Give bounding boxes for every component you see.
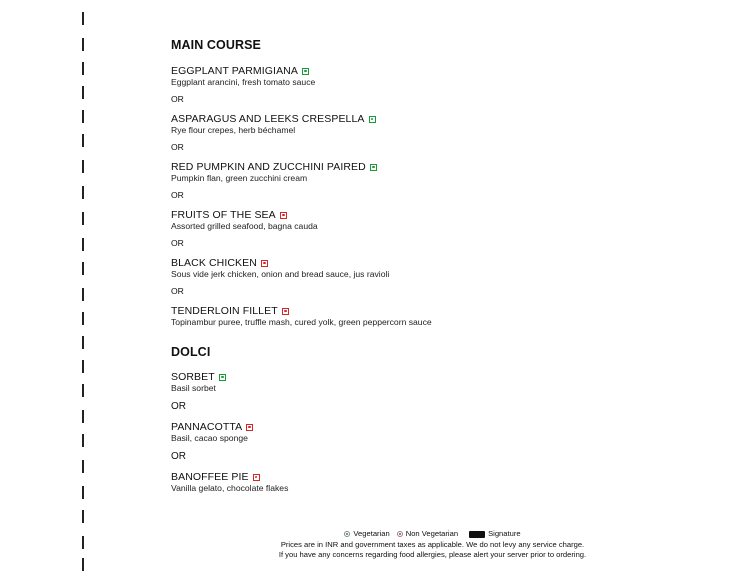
edge-mark	[82, 12, 84, 25]
or-separator: OR	[171, 401, 186, 412]
menu-footer	[230, 529, 635, 561]
item-name: RED PUMPKIN AND ZUCCHINI PAIRED	[171, 161, 366, 173]
page-edge-marks	[82, 0, 85, 582]
item-description: Basil, cacao sponge	[171, 433, 248, 443]
item-description: Assorted grilled seafood, bagna cauda	[171, 221, 318, 231]
non-vegetarian-icon	[397, 531, 403, 537]
item-description: Pumpkin flan, green zucchini cream	[171, 173, 308, 183]
legend-non-vegetarian: Non Vegetarian	[405, 529, 459, 538]
vegetarian-icon	[219, 374, 226, 381]
vegetarian-icon	[369, 116, 376, 123]
item-name: EGGPLANT PARMIGIANA	[171, 65, 298, 77]
edge-mark	[82, 510, 84, 523]
edge-mark	[82, 434, 84, 447]
or-separator: OR	[171, 142, 184, 152]
item-name: BANOFFEE PIE	[171, 471, 249, 483]
menu-item	[171, 471, 691, 494]
item-name: BLACK CHICKEN	[171, 257, 257, 269]
item-description: Vanilla gelato, chocolate flakes	[171, 483, 289, 493]
edge-mark	[82, 238, 84, 251]
menu-item	[171, 371, 691, 394]
section-dolci	[171, 345, 691, 494]
edge-mark	[82, 336, 84, 349]
legend-signature: Signature	[488, 529, 521, 538]
edge-mark	[82, 212, 84, 225]
item-name: SORBET	[171, 371, 215, 383]
vegetarian-icon	[370, 164, 377, 171]
section-main-course	[171, 38, 691, 328]
menu-item	[171, 113, 691, 136]
menu-item	[171, 161, 691, 184]
or-separator: OR	[171, 238, 184, 248]
edge-mark	[82, 186, 84, 199]
diet-legend	[230, 529, 635, 540]
edge-mark	[82, 110, 84, 123]
item-name: PANNACOTTA	[171, 421, 243, 433]
item-description: Topinambur puree, truffle mash, cured yolk, green peppercorn sauce	[171, 317, 432, 327]
edge-mark	[82, 536, 84, 549]
edge-mark	[82, 410, 84, 423]
edge-mark	[82, 288, 84, 301]
item-description: Sous vide jerk chicken, onion and bread sauce, jus ravioli	[171, 269, 390, 279]
or-separator: OR	[171, 286, 184, 296]
menu-item	[171, 65, 691, 88]
edge-mark	[82, 62, 84, 75]
item-name: FRUITS OF THE SEA	[171, 209, 276, 221]
edge-mark	[82, 384, 84, 397]
edge-mark	[82, 360, 84, 373]
edge-mark	[82, 558, 84, 571]
item-name: TENDERLOIN FILLET	[171, 305, 278, 317]
edge-mark	[82, 460, 84, 473]
edge-mark	[82, 38, 84, 51]
non-vegetarian-icon	[253, 474, 260, 481]
legend-vegetarian: Vegetarian	[353, 529, 390, 538]
section-title: DOLCI	[171, 345, 211, 359]
vegetarian-icon	[344, 531, 350, 537]
or-separator: OR	[171, 94, 184, 104]
item-name: ASPARAGUS AND LEEKS CRESPELLA	[171, 113, 365, 125]
vegetarian-icon	[302, 68, 309, 75]
or-separator: OR	[171, 190, 184, 200]
edge-mark	[82, 160, 84, 173]
menu-item	[171, 209, 691, 232]
edge-mark	[82, 134, 84, 147]
item-description: Eggplant arancini, fresh tomato sauce	[171, 77, 316, 87]
item-description: Rye flour crepes, herb béchamel	[171, 125, 296, 135]
edge-mark	[82, 486, 84, 499]
edge-mark	[82, 86, 84, 99]
non-vegetarian-icon	[246, 424, 253, 431]
menu-item	[171, 257, 691, 280]
tax-note: Prices are in INR and government taxes as applicable. We do not levy any service charge.	[280, 539, 585, 549]
or-separator: OR	[171, 451, 186, 462]
section-title: MAIN COURSE	[171, 38, 261, 52]
allergy-note: If you have any concerns regarding food allergies, please alert your server prior to ordering.	[278, 550, 587, 559]
edge-mark	[82, 312, 84, 325]
non-vegetarian-icon	[261, 260, 268, 267]
non-vegetarian-icon	[280, 212, 287, 219]
edge-mark	[82, 262, 84, 275]
menu-content	[171, 38, 691, 494]
signature-icon	[469, 531, 485, 538]
menu-item	[171, 421, 691, 444]
item-description: Basil sorbet	[171, 383, 216, 393]
non-vegetarian-icon	[282, 308, 289, 315]
menu-item	[171, 305, 691, 328]
